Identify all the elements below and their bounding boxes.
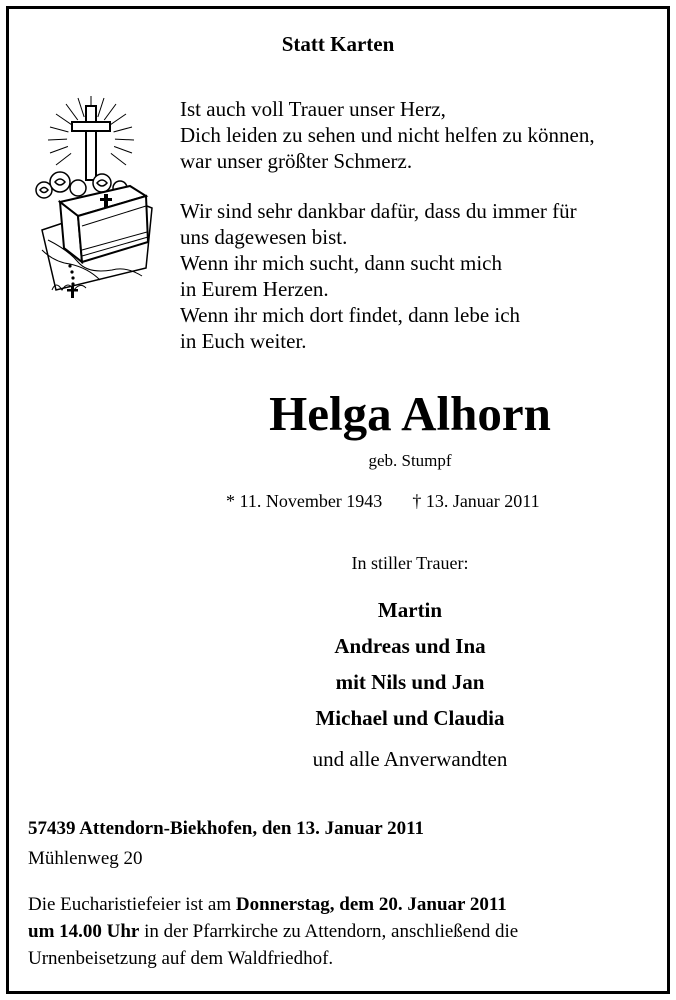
verse-line: in Eurem Herzen.: [180, 277, 329, 301]
notice-heading: Statt Karten: [281, 32, 395, 56]
life-dates: [226, 491, 540, 512]
verse-line: Wenn ihr mich dort findet, dann lebe ich: [180, 303, 521, 327]
service-date: Donnerstag, dem 20. Januar 2011: [235, 894, 507, 915]
mourner-name: Martin: [377, 598, 443, 622]
mourner-name: Andreas und Ina: [334, 634, 486, 658]
street-address: Mühlenweg 20: [28, 848, 143, 869]
maiden-name: geb. Stumpf: [368, 451, 452, 470]
verse-line: uns dagewesen bist.: [180, 225, 348, 249]
verse-line: Ist auch voll Trauer unser Herz,: [180, 97, 446, 121]
service-text: in der Pfarrkirche zu Attendorn, anschließend die: [139, 921, 519, 942]
mourner-name: mit Nils und Jan: [335, 670, 485, 694]
mourners-list: [0, 592, 676, 736]
verse-line: Dich leiden zu sehen und nicht helfen zu können,: [180, 123, 595, 147]
deceased-name: Helga Alhorn: [269, 386, 551, 441]
verse-line: war unser größter Schmerz.: [180, 149, 413, 173]
birth-date: * 11. November 1943: [226, 491, 383, 511]
mourning-line: In stiller Trauer:: [351, 553, 469, 573]
place-and-date: 57439 Attendorn-Biekhofen, den 13. Januar 2011: [28, 818, 425, 839]
verse-line: Wenn ihr mich sucht, dann sucht mich: [180, 251, 502, 275]
service-time: um 14.00 Uhr: [28, 921, 140, 942]
service-line: [28, 918, 648, 945]
verse-first-stanza: [180, 96, 595, 174]
service-text: Die Eucharistiefeier ist am: [28, 894, 236, 915]
service-line: [28, 891, 648, 918]
verse-line: Wir sind sehr dankbar dafür, dass du immer für: [180, 199, 577, 223]
mourner-name: Michael und Claudia: [315, 706, 505, 730]
service-details: [28, 891, 648, 972]
service-line: Urnenbeisetzung auf dem Waldfriedhof.: [28, 948, 334, 969]
cross-bible-roses-icon: [22, 90, 160, 305]
verse-line: in Euch weiter.: [180, 329, 307, 353]
verse-second-stanza: [180, 198, 577, 354]
death-date: † 13. Januar 2011: [412, 491, 540, 511]
relatives-line: und alle Anverwandten: [312, 747, 508, 771]
